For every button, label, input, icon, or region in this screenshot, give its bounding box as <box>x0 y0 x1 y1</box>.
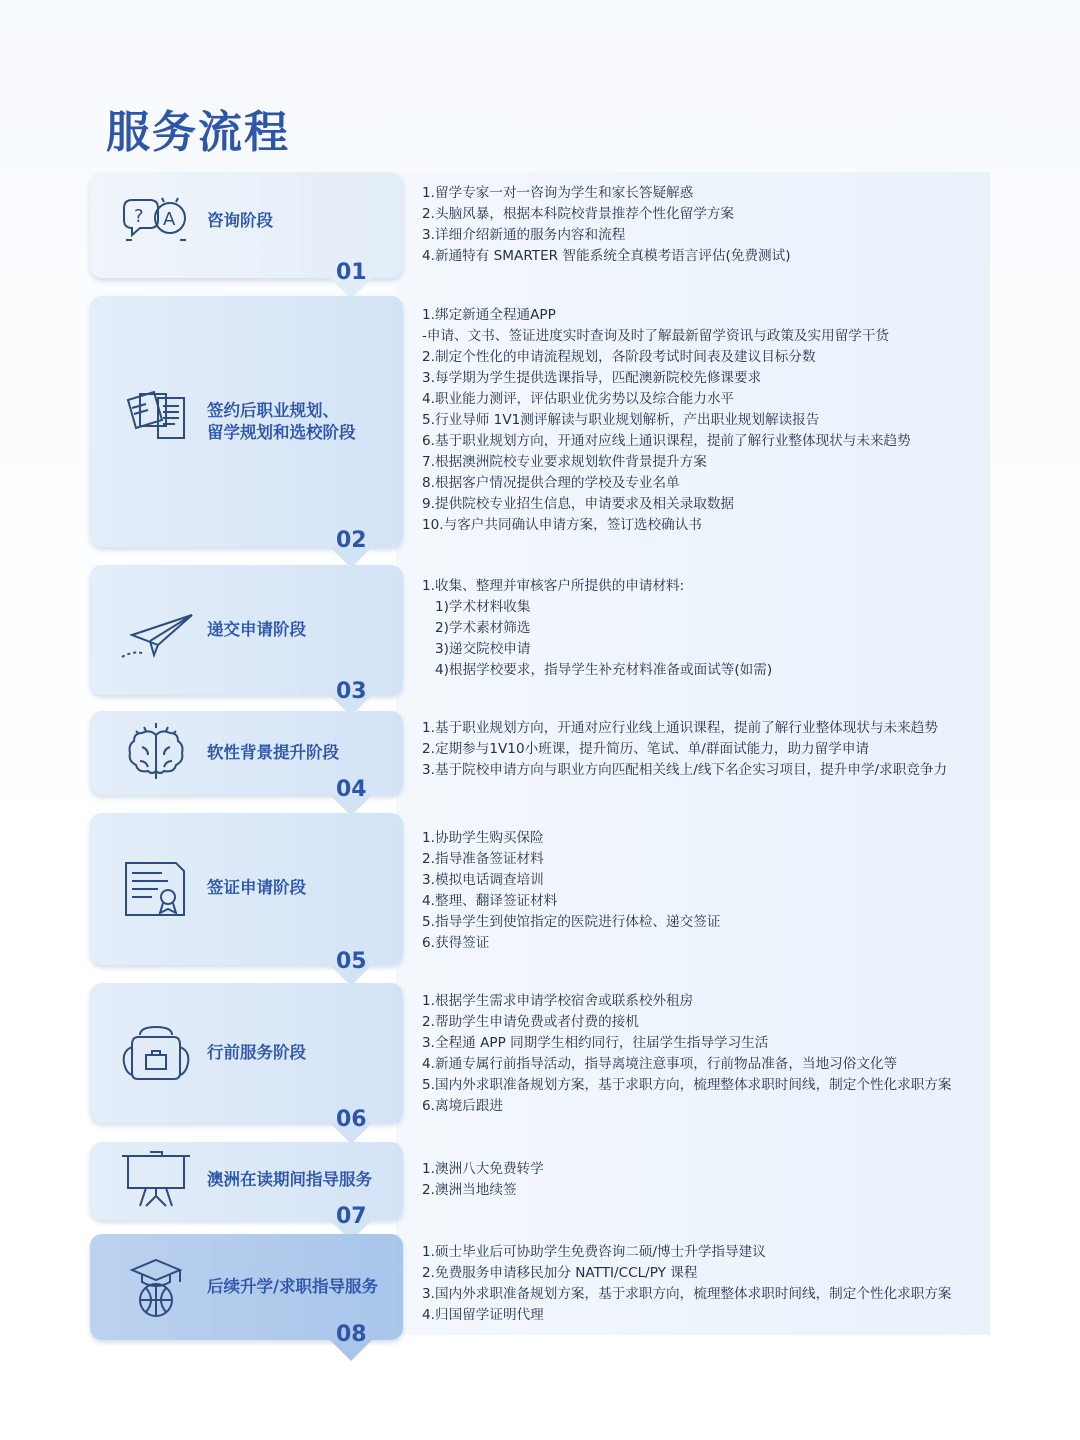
svg-text:A: A <box>163 209 176 230</box>
list-item: 2.制定个性化的申请流程规划，各阶段考试时间表及建议目标分数 <box>422 349 816 365</box>
brain-icon <box>118 721 194 781</box>
question-answer-icon <box>118 194 194 254</box>
list-item: 2.帮助学生申请免费或者付费的接机 <box>422 1014 639 1030</box>
svg-text:?: ? <box>134 206 144 227</box>
stage-label: 签证申请阶段 <box>207 878 306 897</box>
list-item: 3.国内外求职准备规划方案，基于求职方向，梳理整体求职时间线，制定个性化求职方案 <box>422 1286 952 1302</box>
list-item: 5.国内外求职准备规划方案，基于求职方向，梳理整体求职时间线，制定个性化求职方案 <box>422 1077 952 1093</box>
stage-05-items <box>422 828 982 954</box>
stage-label: 澳洲在读期间指导服务 <box>207 1170 372 1189</box>
list-item: 4.新通专属行前指导活动，指导离境注意事项，行前物品准备，当地习俗文化等 <box>422 1056 898 1072</box>
list-item: 1.留学专家一对一咨询为学生和家长答疑解惑 <box>422 185 694 201</box>
stage-number: 02 <box>336 528 367 553</box>
list-item: 9.提供院校专业招生信息，申请要求及相关录取数据 <box>422 496 735 512</box>
stage-02 <box>90 296 403 568</box>
list-item: 7.根据澳洲院校专业要求规划软件背景提升方案 <box>422 454 707 470</box>
stage-02-items <box>422 305 982 536</box>
list-item: 1.协助学生购买保险 <box>422 830 544 846</box>
stage-01-items <box>422 183 982 267</box>
stage-label: 咨询阶段 <box>207 211 273 230</box>
list-item: 3.基于院校申请方向与职业方向匹配相关线上/线下名企实习项目，提升申学/求职竞争力 <box>422 762 948 778</box>
list-item: 2.指导准备签证材料 <box>422 851 544 867</box>
page-title: 服务流程 <box>106 107 290 158</box>
certificate-icon <box>118 859 194 919</box>
stage-number: 08 <box>336 1322 367 1347</box>
list-item: 8.根据客户情况提供合理的学校及专业名单 <box>422 475 680 491</box>
stage-number: 01 <box>336 260 367 285</box>
stage-06 <box>90 983 403 1149</box>
list-item: 3.每学期为学生提供选课指导，匹配澳新院校先修课要求 <box>422 370 762 386</box>
documents-icon <box>118 384 194 444</box>
paper-plane-icon <box>118 601 194 661</box>
list-item: 6.离境后跟进 <box>422 1098 503 1114</box>
list-item: 3.全程通 APP 同期学生相约同行，往届学生指导学习生活 <box>422 1035 769 1051</box>
list-item: 2.头脑风暴，根据本科院校背景推荐个性化留学方案 <box>422 206 735 222</box>
backpack-icon <box>118 1023 194 1083</box>
list-item: 3)递交院校申请 <box>422 641 531 657</box>
stage-03-items <box>422 576 982 681</box>
list-item: 2.定期参与1V10小班课，提升简历、笔试、单/群面试能力，助力留学申请 <box>422 741 870 757</box>
stage-03 <box>90 565 403 715</box>
list-item: 4)根据学校要求，指导学生补充材料准备或面试等(如需) <box>422 662 773 678</box>
list-item: 6.基于职业规划方向，开通对应线上通识课程，提前了解行业整体现状与未来趋势 <box>422 433 911 449</box>
stage-number: 07 <box>336 1204 367 1229</box>
list-item: 4.归国留学证明代理 <box>422 1307 544 1323</box>
list-item: 4.职业能力测评，评估职业优劣势以及综合能力水平 <box>422 391 735 407</box>
stage-number: 04 <box>336 777 367 802</box>
list-item: 5.行业导师 1V1测评解读与职业规划解析，产出职业规划解读报告 <box>422 412 820 428</box>
list-item: 1.澳洲八大免费转学 <box>422 1161 544 1177</box>
list-item: 1.收集、整理并审核客户所提供的申请材料: <box>422 578 685 594</box>
stage-08-items <box>422 1242 982 1326</box>
stage-label-line2: 留学规划和选校阶段 <box>207 423 356 442</box>
stage-07-items <box>422 1159 982 1201</box>
stage-number: 05 <box>336 949 367 974</box>
list-item: 4.新通特有 SMARTER 智能系统全真模考语言评估(免费测试) <box>422 248 791 264</box>
stage-06-items <box>422 991 982 1117</box>
presentation-board-icon <box>118 1148 194 1208</box>
list-item: 1)学术材料收集 <box>422 599 531 615</box>
list-item: 6.获得签证 <box>422 935 490 951</box>
list-item: 2)学术素材筛选 <box>422 620 531 636</box>
list-item: 1.基于职业规划方向，开通对应行业线上通识课程，提前了解行业整体现状与未来趋势 <box>422 720 938 736</box>
list-item: 2.免费服务申请移民加分 NATTI/CCL/PY 课程 <box>422 1265 698 1281</box>
stage-label: 递交申请阶段 <box>207 620 306 639</box>
stage-04-items <box>422 718 982 781</box>
graduation-globe-icon <box>118 1258 194 1318</box>
list-item: 5.指导学生到使馆指定的医院进行体检、递交签证 <box>422 914 721 930</box>
stage-number: 06 <box>336 1107 367 1132</box>
stage-07 <box>90 1142 403 1248</box>
stage-number: 03 <box>336 679 367 704</box>
list-item: 2.澳洲当地续签 <box>422 1182 517 1198</box>
list-item: 1.绑定新通全程通APP <box>422 307 556 323</box>
stage-04 <box>90 711 403 823</box>
stage-label-line1: 签约后职业规划、 <box>207 401 339 420</box>
list-item: 3.模拟电话调查培训 <box>422 872 544 888</box>
list-item: -申请、文书、签证进度实时查询及时了解最新留学资讯与政策及实用留学干货 <box>422 328 890 344</box>
stage-01 <box>90 172 403 300</box>
list-item: 3.详细介绍新通的服务内容和流程 <box>422 227 626 243</box>
stage-05 <box>90 813 403 993</box>
list-item: 10.与客户共同确认申请方案，签订选校确认书 <box>422 517 702 533</box>
stage-label: 软性背景提升阶段 <box>207 743 339 762</box>
stage-08 <box>90 1234 403 1368</box>
list-item: 1.硕士毕业后可协助学生免费咨询二硕/博士升学指导建议 <box>422 1244 766 1260</box>
stage-label: 后续升学/求职指导服务 <box>207 1277 379 1296</box>
list-item: 1.根据学生需求申请学校宿舍或联系校外租房 <box>422 993 694 1009</box>
list-item: 4.整理、翻译签证材料 <box>422 893 558 909</box>
stage-label: 行前服务阶段 <box>207 1043 306 1062</box>
stage-label <box>207 400 391 444</box>
